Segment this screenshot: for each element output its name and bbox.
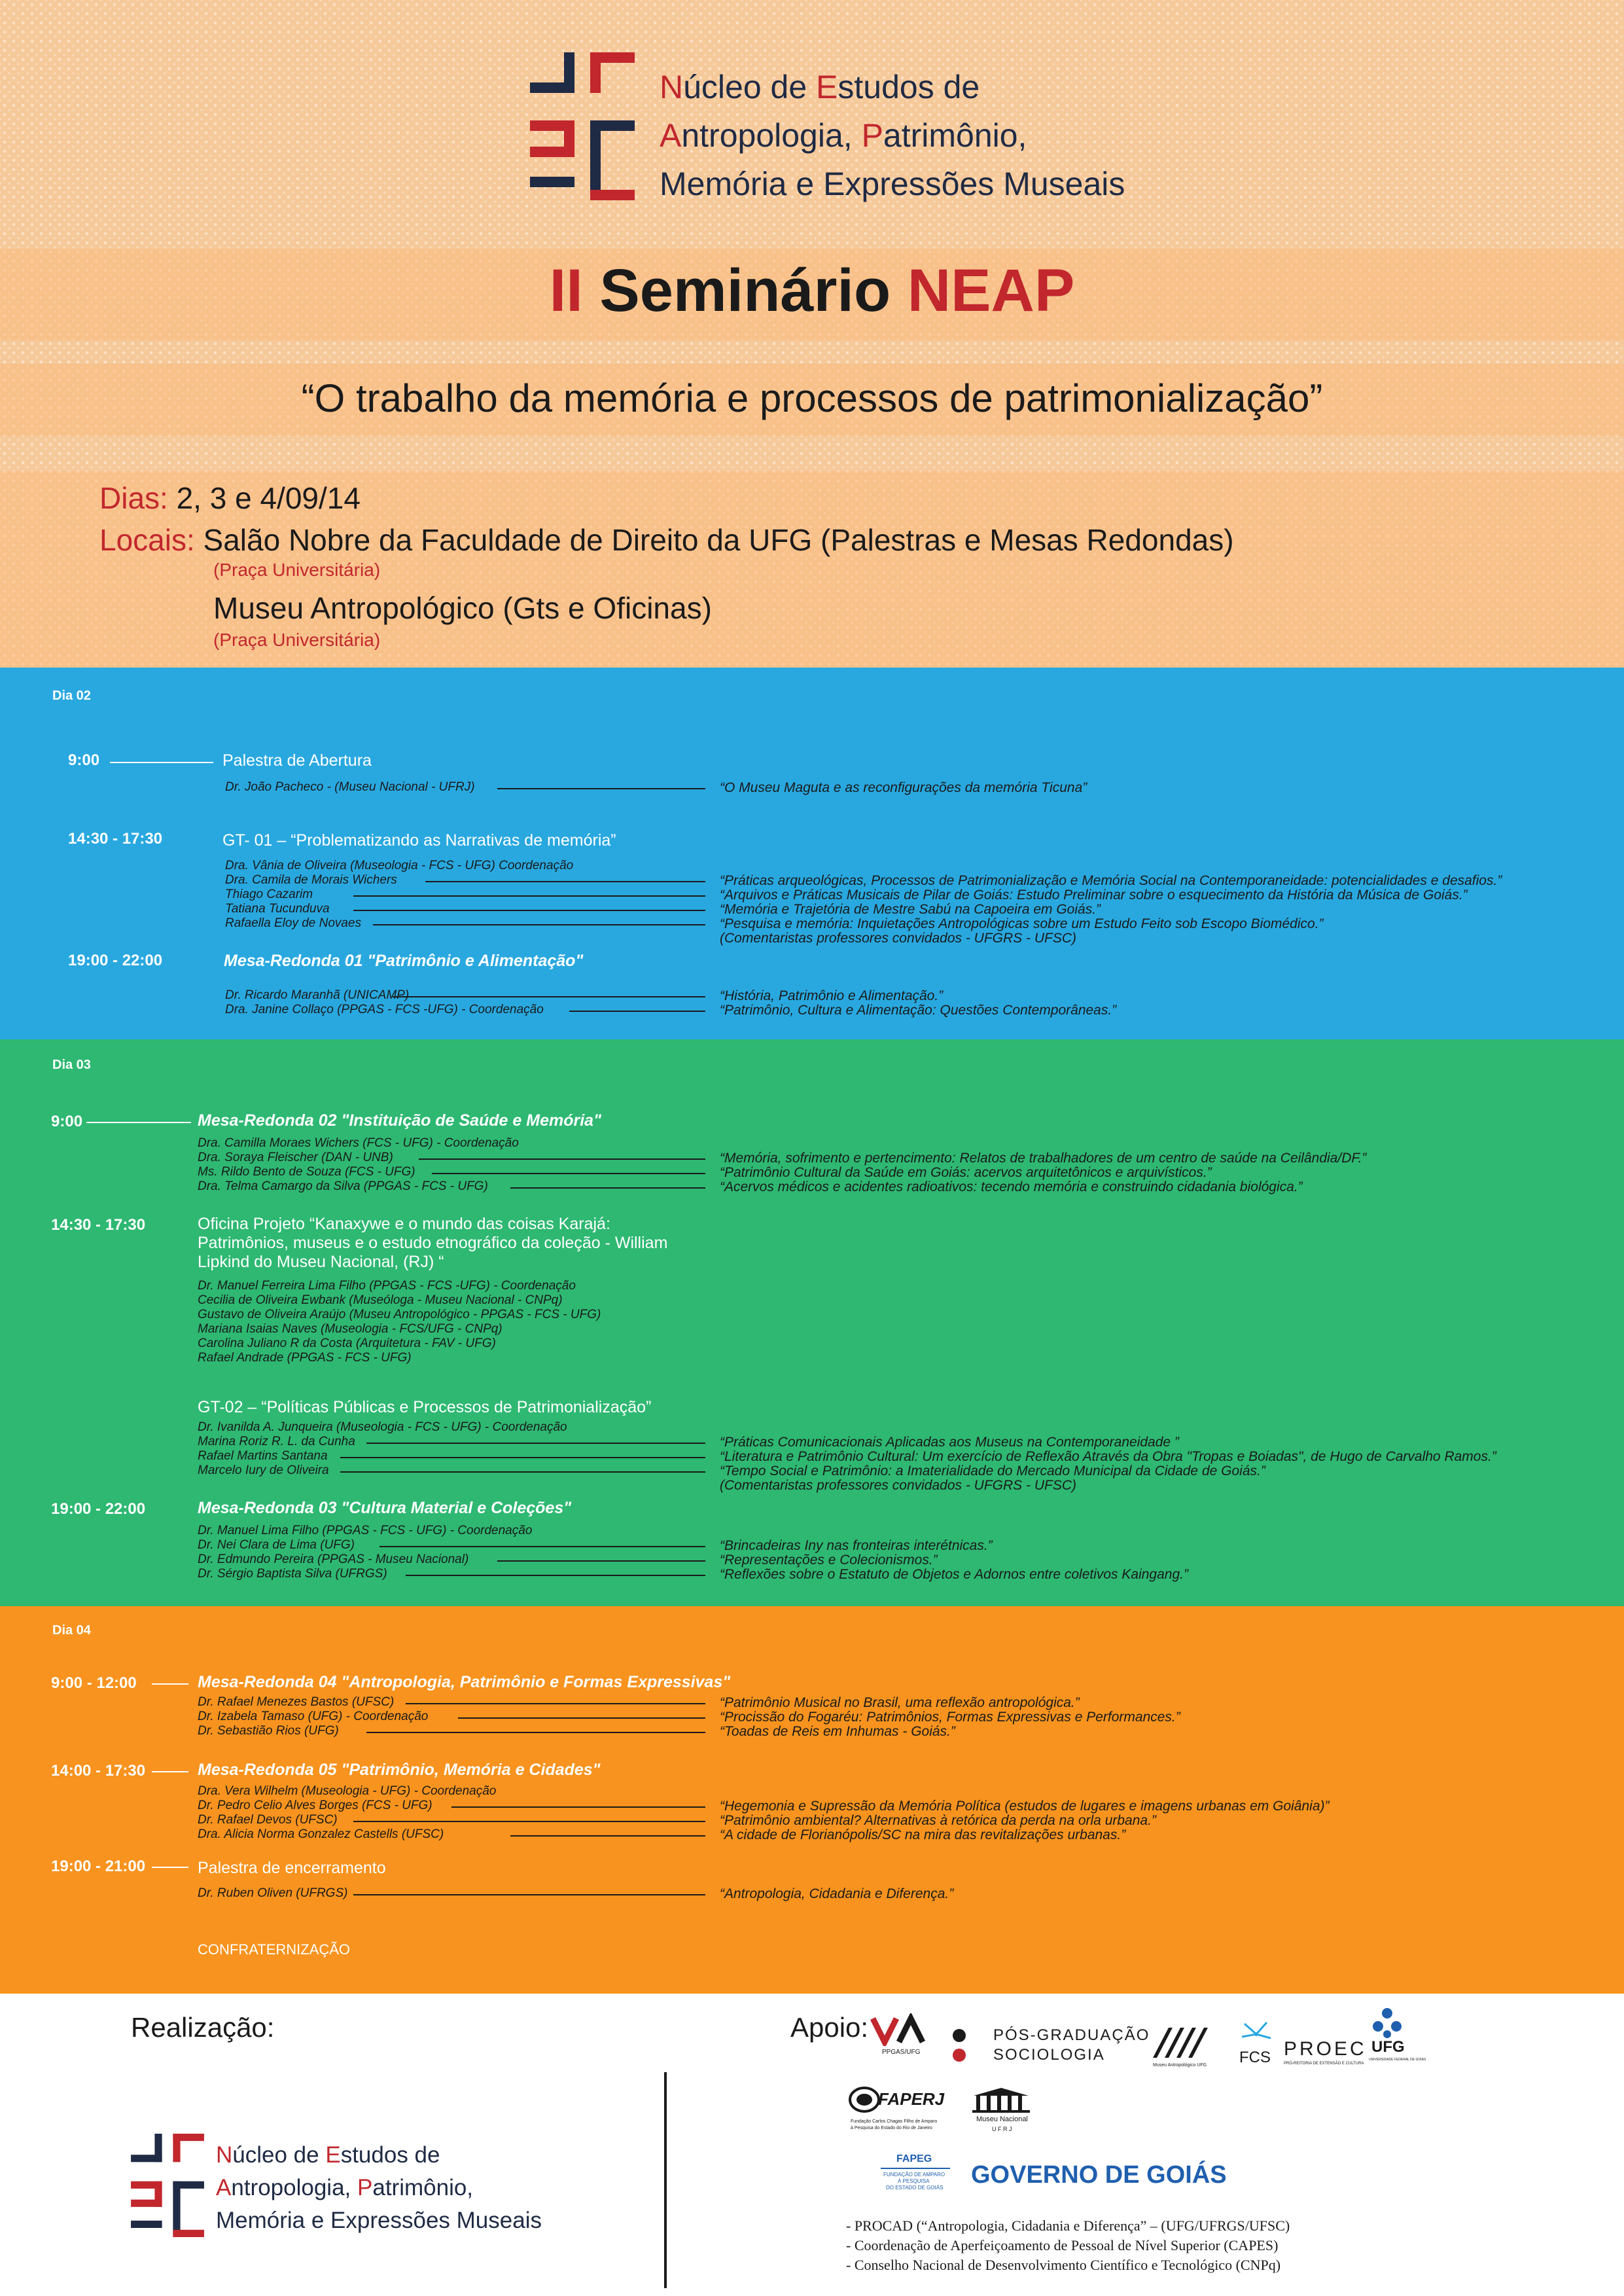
speaker-connector [366,1443,705,1444]
talk-title: “O Museu Maguta e as reconfigurações da memória Ticuna” [720,780,1087,795]
talk-title: “Reflexões sobre o Estatuto de Objetos e Adornos entre coletivos Kaingang.” [720,1567,1188,1582]
day-section-3 [0,1606,1624,1994]
venue-1: Locais: Salão Nobre da Faculdade de Direito da UFG (Palestras e Mesas Redondas) [99,523,1234,557]
ppgas-mark-icon [870,2013,929,2046]
talk-title: “Patrimônio ambiental? Alternativas à retórica da perda na orla urbana.” [720,1813,1156,1828]
fapeg-text: FAPEG [896,2153,932,2164]
session-title: Mesa-Redonda 03 "Cultura Material e Coleções" [198,1499,572,1517]
governo-goias-logo: GOVERNO DE GOIÁS [971,2161,1227,2189]
session-time: 19:00 - 22:00 [51,1500,146,1518]
venue-2: Museu Antropológico (Gts e Oficinas) [213,591,712,625]
museu-nacional-logo [967,2087,1039,2139]
speaker-connector [497,1560,705,1562]
dot-icon [953,2049,966,2062]
talk-title: “História, Patrimônio e Alimentação.” [720,988,944,1003]
day-section-1 [0,668,1624,1039]
talk-title: “Toadas de Reis em Inhumas - Goiás.” [720,1724,955,1739]
talk-title: “Práticas arqueológicas, Processos de Patrimonialização e Memória Social na Contemporaneidade: potencialidades e desafios.” [720,873,1502,888]
museu-nacional-building-icon [967,2087,1035,2113]
fapeg-logo [881,2153,953,2199]
session-time: 14:00 - 17:30 [51,1762,146,1780]
speaker-connector [497,788,705,789]
speaker: Marina Roriz R. L. da Cunha [198,1435,355,1448]
talk-title: “Patrimônio Cultural da Saúde em Goiás: acervos arquitetônicos e arquivísticos.” [720,1165,1212,1180]
neap-logo-footer [131,2134,204,2237]
speaker-connector [340,1457,705,1458]
org-name-line2: Antropologia, Patrimônio, [660,117,1027,154]
talk-title: “Procissão do Fogaréu: Patrimônios, Formas Expressivas e Performances.” [720,1710,1180,1725]
venue-1-sub: (Praça Universitária) [213,560,381,580]
speaker: Dra. Telma Camargo da Silva (PPGAS - FCS - UFG) [198,1179,488,1193]
dates: Dias: 2, 3 e 4/09/14 [99,481,361,515]
speaker-connector [393,996,705,997]
speaker: Rafael Andrade (PPGAS - FCS - UFG) [198,1351,412,1365]
session-title: Mesa-Redonda 02 "Instituição de Saúde e Memória" [198,1111,601,1130]
talk-title: “Tempo Social e Patrimônio: a Imaterialidade do Mercado Municipal da Cidade de Goiás.” [720,1463,1265,1479]
speaker-connector [353,895,705,897]
faperj-sub1: Fundação Carlos Chagas Filho de Amparo [851,2119,938,2124]
talk-title: “Patrimônio, Cultura e Alimentação: Questões Contemporâneas.” [720,1003,1117,1018]
session-time: 19:00 - 21:00 [51,1857,146,1875]
talk-title: “Acervos médicos e acidentes radioativos: tecendo memória e construindo cidadania biológica.” [720,1179,1303,1194]
speaker: Dr. Manuel Ferreira Lima Filho (PPGAS - FCS -UFG) - Coordenação [198,1279,576,1293]
talk-note: (Comentaristas professores convidados - UFGRS - UFSC) [720,1478,1076,1493]
apoio-label: Apoio: [790,2012,869,2043]
ufg-mark-icon [1369,2007,1405,2039]
speaker: Rafael Martins Santana [198,1449,328,1463]
posgrad-line1: PÓS-GRADUAÇÃO [993,2026,1150,2044]
talk-title: “Brincadeiras Iny nas fronteiras interétnicas.” [720,1538,993,1553]
museu-mark-icon [1149,2024,1214,2060]
speaker: Dr. Ivanilda A. Junqueira (Museologia - FCS - UFG) - Coordenação [198,1420,567,1434]
footer-divider [664,2072,667,2288]
session-time: 19:00 - 22:00 [68,952,163,969]
faperj-sub2: à Pesquisa do Estado do Rio de Janeiro [851,2126,932,2130]
org-name-line2: Antropologia, Patrimônio, [216,2175,474,2200]
speaker: Ms. Rildo Bento de Souza (FCS - UFG) [198,1165,415,1179]
speaker: Dra. Janine Collaço (PPGAS - FCS -UFG) - Coordenação [225,1003,544,1016]
talk-title: “Memória, sofrimento e pertencimento: Relatos de trabalhadores de um centro de saúde na Ceilândia/DF.” [720,1151,1367,1166]
dot-icon [953,2029,966,2042]
speaker: Marcelo Iury de Oliveira [198,1463,329,1477]
seminar-subtitle: “O trabalho da memória e processos de patrimonialização” [301,376,1323,420]
session-title: Oficina Projeto “Kanaxywe e o mundo das coisas Karajá: Patrimônios, museus e o estudo etnográfico da coleção - William Lipkind do Museu Nacional, (RJ) “ [198,1215,668,1271]
time-connector [152,1867,188,1868]
session-title: Palestra de encerramento [198,1859,386,1877]
speaker: Carolina Juliano R da Costa (Arquitetura - FAV - UFG) [198,1336,496,1350]
speaker: Dr. Sérgio Baptista Silva (UFRGS) [198,1567,387,1581]
org-name-line1: Núcleo de Estudos de [216,2142,440,2168]
org-name [660,63,1125,208]
session-time: 9:00 [68,751,100,769]
footer [0,1994,1624,2296]
speaker-connector [340,1471,705,1473]
speaker-connector [569,1011,705,1012]
talk-title: “Hegemonia e Supressão da Memória Política (estudos de lugares e imagens urbanas em Goiânia)” [720,1799,1330,1814]
proec-sub: PRÓ-REITORIA DE EXTENSÃO E CULTURA [1284,2062,1364,2066]
speaker: Dr. Ricardo Maranhã (UNICAMP) [225,988,410,1002]
ppgas-logo [870,2013,929,2060]
speaker: Dr. Nei Clara de Lima (UFG) [198,1538,355,1552]
speaker: Dra. Vera Wilhelm (Museologia - UFG) - Coordenação [198,1784,497,1798]
day-section-2 [0,1039,1624,1606]
session-title: Mesa-Redonda 04 "Antropologia, Patrimônio e Formas Expressivas" [198,1673,731,1691]
speaker: Dra. Camilla Moraes Wichers (FCS - UFG) - Coordenação [198,1136,519,1150]
speaker-connector [353,1821,705,1822]
talk-note: (Comentaristas professores convidados - UFGRS - UFSC) [720,931,1076,946]
speaker-connector [510,1835,705,1837]
speaker: Dr. João Pacheco - (Museu Nacional - UFRJ) [225,780,475,794]
speaker-connector [366,1732,705,1733]
ufg-sub: UNIVERSIDADE FEDERAL DE GOIÁS [1369,2058,1426,2062]
talk-title: “Literatura e Patrimônio Cultural: Um exercício de Reflexão Através da Obra "Tropas e Boiadas", de Hugo de Carvalho Ramos.” [720,1449,1496,1464]
session-time: 14:30 - 17:30 [68,830,163,848]
day-label: Dia 03 [52,1058,91,1072]
fcs-mark-icon [1238,2018,1275,2047]
time-connector [152,1771,188,1772]
fcs-caption: FCS [1239,2049,1271,2066]
faperj-text: FAPERJ [878,2089,945,2109]
speaker: Rafaella Eloy de Novaes [225,916,362,930]
speaker-connector [458,1717,705,1719]
talk-title: “Representações e Colecionismos.” [720,1552,938,1568]
session-time: 14:30 - 17:30 [51,1216,146,1234]
ufg-text: UFG [1371,2038,1405,2056]
talk-title: “Patrimônio Musical no Brasil, uma reflexão antropológica.” [720,1695,1080,1710]
org-name-line1: Núcleo de Estudos de [660,69,980,105]
speaker: Dr. Rafael Menezes Bastos (UFSC) [198,1695,395,1709]
time-connector [110,762,213,763]
faperj-mark-icon [848,2084,881,2113]
fapeg-divider [881,2168,950,2169]
fapeg-sub3: DO ESTADO DE GOIÁS [886,2185,944,2191]
talk-title: “Práticas Comunicacionais Aplicadas aos Museus na Contemporaneidade ” [720,1435,1179,1450]
speaker-connector [419,1158,705,1160]
fcs-logo [1238,2018,1277,2071]
speaker: Mariana Isaias Naves (Museologia - FCS/UFG - CNPq) [198,1322,503,1336]
speaker-connector [510,1187,705,1189]
session-title: Palestra de Abertura [222,751,372,770]
time-connector [152,1683,188,1685]
neap-logo [530,52,635,200]
session-time: 9:00 [51,1113,83,1130]
session-title: Mesa-Redonda 05 "Patrimônio, Memória e Cidades" [198,1761,601,1779]
speaker-connector [451,1806,705,1808]
speaker: Dr. Rafael Devos (UFSC) [198,1813,338,1827]
faperj-logo [848,2084,953,2143]
speaker-connector [353,910,705,911]
speaker: Dr. Pedro Celio Alves Borges (FCS - UFG) [198,1799,432,1812]
session-title: GT-02 – “Políticas Públicas e Processos de Patrimonialização” [198,1398,652,1416]
venue-2-sub: (Praça Universitária) [213,630,381,650]
fapeg-sub2: À PESQUISA [898,2178,930,2184]
ufg-logo [1369,2007,1426,2072]
day-label: Dia 02 [52,689,91,703]
closing-event: CONFRATERNIZAÇÃO [198,1941,351,1958]
org-name-line3: Memória e Expressões Museais [216,2208,542,2233]
speaker-connector [380,1546,705,1547]
speaker: Dra. Vânia de Oliveira (Museologia - FCS - UFG) Coordenação [225,859,574,872]
speaker: Dra. Camila de Morais Wichers [225,873,397,887]
talk-title: “Arquivos e Práticas Musicais de Pilar de Goiás: Estudo Preliminar sobre o esquecimento da História da Música de Goiás.” [720,888,1468,903]
org-name-line3: Memória e Expressões Museais [660,166,1125,202]
talk-title: “Antropologia, Cidadania e Diferença.” [720,1886,954,1901]
credit-line: - PROCAD (“Antropologia, Cidadania e Diferença” – (UFG/UFRGS/UFSC) [846,2217,1290,2234]
speaker: Dr. Ruben Oliven (UFRGS) [198,1886,348,1900]
talk-title: “A cidade de Florianópolis/SC na mira das revitalizações urbanas.” [720,1827,1126,1842]
museu-caption: Museu Antropológico UFG [1153,2063,1207,2068]
ppgas-caption: PPGAS/UFG [882,2049,921,2056]
museu-antropologico-logo [1149,2024,1214,2070]
day-label: Dia 04 [52,1623,91,1638]
speaker: Thiago Cazarim [225,888,313,901]
talk-title: “Memória e Trajetória de Mestre Sabú na Capoeira em Goiás.” [720,902,1101,917]
seminar-title: II Seminário NEAP [549,257,1075,324]
proec-text: PROEC [1284,2038,1367,2060]
speaker: Dr. Sebastião Rios (UFG) [198,1724,339,1738]
speaker-connector [432,1173,705,1174]
speaker: Tatiana Tucunduva [225,902,330,916]
realizacao-label: Realização: [131,2012,275,2043]
talk-title: “Pesquisa e memória: Inquietações Antropológicas sobre um Estudo Feito sob Escopo Biomédico.” [720,916,1324,931]
speaker-connector [353,1894,705,1895]
credit-line: - Coordenação de Aperfeiçoamento de Pessoal de Nível Superior (CAPES) [846,2237,1279,2253]
speaker: Dr. Manuel Lima Filho (PPGAS - FCS - UFG) - Coordenação [198,1524,533,1537]
museu-nacional-text: Museu Nacional [976,2115,1028,2123]
posgrad-line2: SOCIOLOGIA [993,2046,1105,2064]
proec-logo [1284,2038,1369,2071]
header [0,0,1624,668]
time-connector [86,1122,191,1123]
speaker-connector [373,924,705,925]
speaker: Dra. Alicia Norma Gonzalez Castells (UFSC) [198,1827,444,1841]
session-title: GT- 01 – “Problematizando as Narrativas de memória” [222,831,616,850]
speaker: Gustavo de Oliveira Araújo (Museu Antropológico - PPGAS - FCS - UFG) [198,1308,601,1321]
session-title: Mesa-Redonda 01 "Patrimônio e Alimentação" [224,952,584,970]
speaker: Dr. Izabela Tamaso (UFG) - Coordenação [198,1710,429,1723]
fapeg-sub1: FUNDAÇÃO DE AMPARO [883,2172,945,2178]
speaker-connector [425,881,705,882]
sociologia-logo [953,2026,1150,2066]
speaker: Dra. Soraya Fleischer (DAN - UNB) [198,1151,393,1164]
speaker: Dr. Edmundo Pereira (PPGAS - Museu Nacional) [198,1552,469,1566]
org-name-footer [216,2139,542,2237]
speaker: Cecilia de Oliveira Ewbank (Museóloga - Museu Nacional - CNPq) [198,1293,563,1307]
session-time: 9:00 - 12:00 [51,1674,137,1692]
speaker-connector [406,1703,705,1704]
speaker-connector [406,1575,705,1576]
credit-line: - Conselho Nacional de Desenvolvimento Científico e Tecnológico (CNPq) [846,2257,1281,2273]
museu-nacional-sub: U F R J [992,2126,1012,2132]
